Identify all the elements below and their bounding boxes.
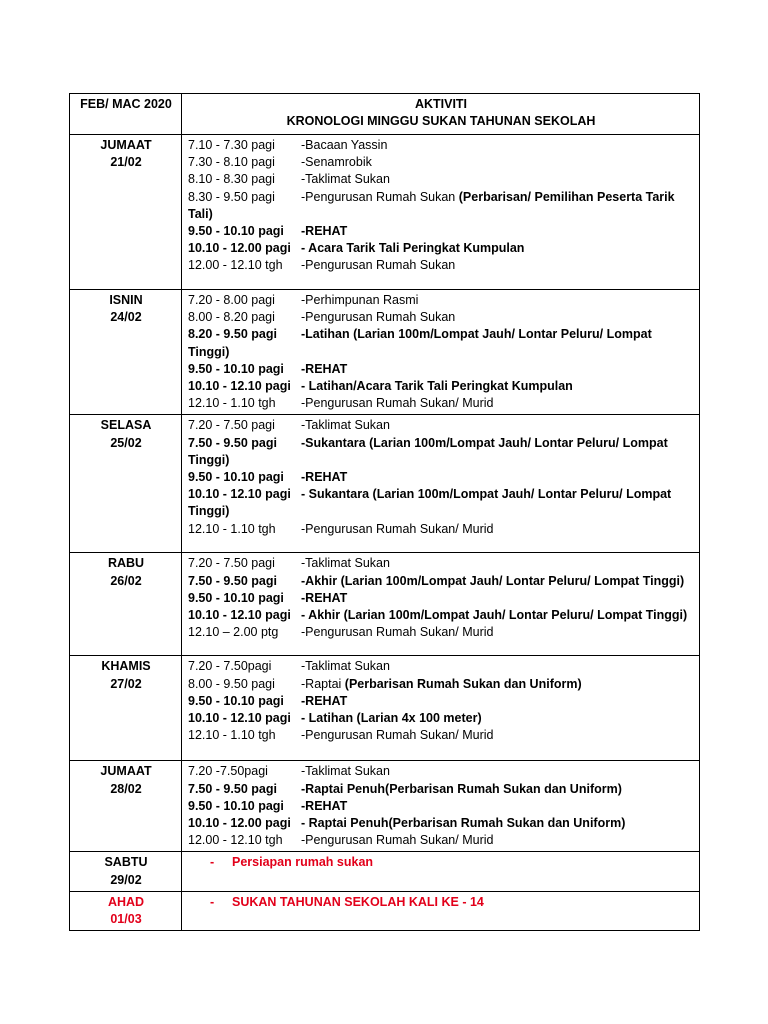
day-name: RABU [107,556,145,571]
day-note-text: SUKAN TAHUNAN SEKOLAH KALI KE - 14 [232,894,484,909]
activities-cell [182,852,700,891]
activity-item [188,137,694,154]
activity-item [188,693,694,710]
activity-time: 10.10 - 12.10 pagi [188,608,291,623]
day-cell [70,891,182,930]
day-row [70,852,700,891]
activity-item [188,781,694,798]
day-row [70,553,700,656]
day-row [70,656,700,761]
activity-name: - Latihan (Larian 4x 100 meter) [301,711,482,726]
activity-item [188,171,694,188]
activity-name: -Bacaan Yassin [301,138,388,152]
activity-item [188,607,694,624]
activity-time: 7.50 - 9.50 pagi [188,573,277,588]
activity-time: 9.50 - 10.10 pagi [188,470,284,485]
activity-time: 10.10 - 12.10 pagi [188,711,291,726]
activity-item [188,435,694,469]
activity-item [188,676,694,693]
activity-name: -Perhimpunan Rasmi [301,293,419,307]
activity-item [188,624,694,641]
activity-name: -Pengurusan Rumah Sukan/ Murid [301,521,494,536]
activities-cell [182,761,700,852]
day-date: 27/02 [110,676,142,691]
activity-time: 8.30 - 9.50 pagi [188,189,275,204]
day-date: 01/03 [110,912,142,927]
activity-time: 7.20 - 7.50 pagi [188,418,275,433]
activity-name: - Raptai Penuh(Perbarisan Rumah Sukan dan Uniform) [301,816,626,831]
activity-time: 12.10 - 1.10 tgh [188,396,276,411]
day-cell [70,656,182,761]
day-cell [70,553,182,656]
activity-name: - Sukantara (Larian 100m/Lompat Jauh/ Lontar Peluru/ Lompat Tinggi) [188,487,672,519]
activity-time: 9.50 - 10.10 pagi [188,361,284,376]
day-date: 26/02 [110,573,142,588]
activity-time: 8.20 - 9.50 pagi [188,327,277,342]
day-name: JUMAAT [100,764,152,779]
day-row [70,761,700,852]
period-cell [70,94,182,135]
activity-time: 7.20 - 7.50 pagi [188,556,275,571]
activity-name: -Pengurusan Rumah Sukan/ Murid [301,396,494,411]
activity-time: 7.20 - 7.50pagi [188,659,272,674]
period-label: FEB/ MAC 2020 [80,97,172,111]
activity-name: -Raptai [301,676,342,691]
activity-time: 10.10 - 12.10 pagi [188,379,291,394]
activity-time: 12.00 - 12.10 tgh [188,258,283,273]
activity-name: -Sukantara (Larian 100m/Lompat Jauh/ Lontar Peluru/ Lompat Tinggi) [188,435,668,467]
activity-name: -REHAT [301,798,348,813]
activity-time: 8.00 - 8.20 pagi [188,310,275,325]
activity-item [188,223,694,240]
activity-name: -REHAT [301,361,348,376]
day-row [70,891,700,930]
schedule-table [69,93,700,931]
activity-item [188,763,694,780]
activity-time: 8.10 - 8.30 pagi [188,172,275,187]
activity-name: -Taklimat Sukan [301,172,390,187]
activity-time: 12.10 - 1.10 tgh [188,521,276,536]
activity-item [188,469,694,486]
activities-cell [182,891,700,930]
activity-time: 7.30 - 8.10 pagi [188,155,275,170]
activities-cell [182,290,700,415]
activity-detail: (Perbarisan/ Pemilihan Peserta Tarik Tali) [188,189,675,221]
activities-cell [182,553,700,656]
activity-time: 8.00 - 9.50 pagi [188,676,275,691]
activity-name: - Acara Tarik Tali Peringkat Kumpulan [301,241,525,256]
title-cell [182,94,700,135]
day-note: - Persiapan rumah sukan [210,855,374,870]
activity-item [188,309,694,326]
activity-name: -Pengurusan Rumah Sukan/ Murid [301,728,494,743]
activity-name: -Senamrobik [301,155,372,170]
day-date: 29/02 [110,872,142,887]
day-name: ISNIN [109,293,143,307]
activity-name: -Raptai Penuh(Perbarisan Rumah Sukan dan Uniform) [301,781,622,796]
day-cell [70,761,182,852]
day-date: 24/02 [110,310,142,325]
day-row [70,415,700,553]
day-name: SABTU [104,855,148,870]
activity-name: -Akhir (Larian 100m/Lompat Jauh/ Lontar Peluru/ Lompat Tinggi) [301,573,685,588]
activity-time: 10.10 - 12.10 pagi [188,487,291,502]
activity-name: -Pengurusan Rumah Sukan/ Murid [301,625,494,640]
day-date: 28/02 [110,781,142,796]
activity-time: 9.50 - 10.10 pagi [188,693,284,708]
day-name: AHAD [107,894,145,909]
activity-name: -Taklimat Sukan [301,418,390,433]
activity-time: 10.10 - 12.00 pagi [188,241,291,256]
activity-item [188,555,694,572]
activity-time: 10.10 - 12.00 pagi [188,816,291,831]
day-name: SELASA [100,418,152,433]
activity-item [188,326,694,360]
activity-name: - Akhir (Larian 100m/Lompat Jauh/ Lontar Peluru/ Lompat Tinggi) [301,608,688,623]
activity-name: -Pengurusan Rumah Sukan/ Murid [301,833,494,848]
activity-name: -REHAT [301,590,348,605]
activity-name: -Taklimat Sukan [301,659,390,674]
activity-name: -REHAT [301,470,348,485]
activity-detail: (Perbarisan Rumah Sukan dan Uniform) [344,676,582,691]
activity-item [188,378,694,395]
activity-item [188,832,694,849]
activity-item [188,710,694,727]
activity-time: 12.00 - 12.10 tgh [188,833,283,848]
day-cell [70,290,182,415]
activities-cell [182,135,700,290]
activity-item [188,154,694,171]
activity-name: -Pengurusan Rumah Sukan [301,258,456,273]
day-name: JUMAAT [100,138,152,152]
activity-time: 7.10 - 7.30 pagi [188,138,275,152]
activity-name: -Taklimat Sukan [301,764,390,779]
activity-time: 12.10 - 1.10 tgh [188,728,276,743]
day-cell [70,135,182,290]
activity-name: -REHAT [301,224,348,239]
activity-time: 7.50 - 9.50 pagi [188,435,277,450]
activity-item [188,658,694,675]
activity-time: 9.50 - 10.10 pagi [188,798,284,813]
day-note: - SUKAN TAHUNAN SEKOLAH KALI KE - 14 [210,894,484,909]
chronology-title: KRONOLOGI MINGGU SUKAN TAHUNAN SEKOLAH [286,114,596,129]
activity-item [188,573,694,590]
day-cell [70,415,182,553]
activity-time: 12.10 – 2.00 ptg [188,625,279,640]
activity-name: - Latihan/Acara Tarik Tali Peringkat Kumpulan [301,379,573,394]
activity-item [188,361,694,378]
day-date: 21/02 [110,155,142,170]
header-row [70,94,700,135]
activity-heading: AKTIVITI [414,97,468,111]
activity-item [188,240,694,257]
activity-item [188,798,694,815]
activity-item [188,727,694,744]
activity-time: 7.20 -7.50pagi [188,764,268,779]
activity-item [188,292,694,309]
activity-name: -Pengurusan Rumah Sukan [301,310,456,325]
activity-item [188,395,694,412]
activity-time: 7.50 - 9.50 pagi [188,781,277,796]
day-row [70,135,700,290]
activity-time: 7.20 - 8.00 pagi [188,293,275,307]
activity-item [188,486,694,520]
activity-item [188,521,694,538]
activity-name: -Latihan (Larian 100m/Lompat Jauh/ Lontar Peluru/ Lompat Tinggi) [188,327,652,359]
activity-time: 9.50 - 10.10 pagi [188,590,284,605]
day-date: 25/02 [110,435,142,450]
activity-item [188,590,694,607]
activity-item [188,257,694,274]
activities-cell [182,415,700,553]
day-row [70,290,700,415]
activities-cell [182,656,700,761]
day-name: KHAMIS [101,659,151,674]
activity-name: -Taklimat Sukan [301,556,390,571]
activity-name: -REHAT [301,693,348,708]
activity-time: 9.50 - 10.10 pagi [188,224,284,239]
activity-item [188,815,694,832]
day-note-text: Persiapan rumah sukan [232,855,374,870]
day-cell [70,852,182,891]
activity-item [188,189,694,223]
activity-name: -Pengurusan Rumah Sukan [301,189,456,204]
activity-item [188,417,694,434]
